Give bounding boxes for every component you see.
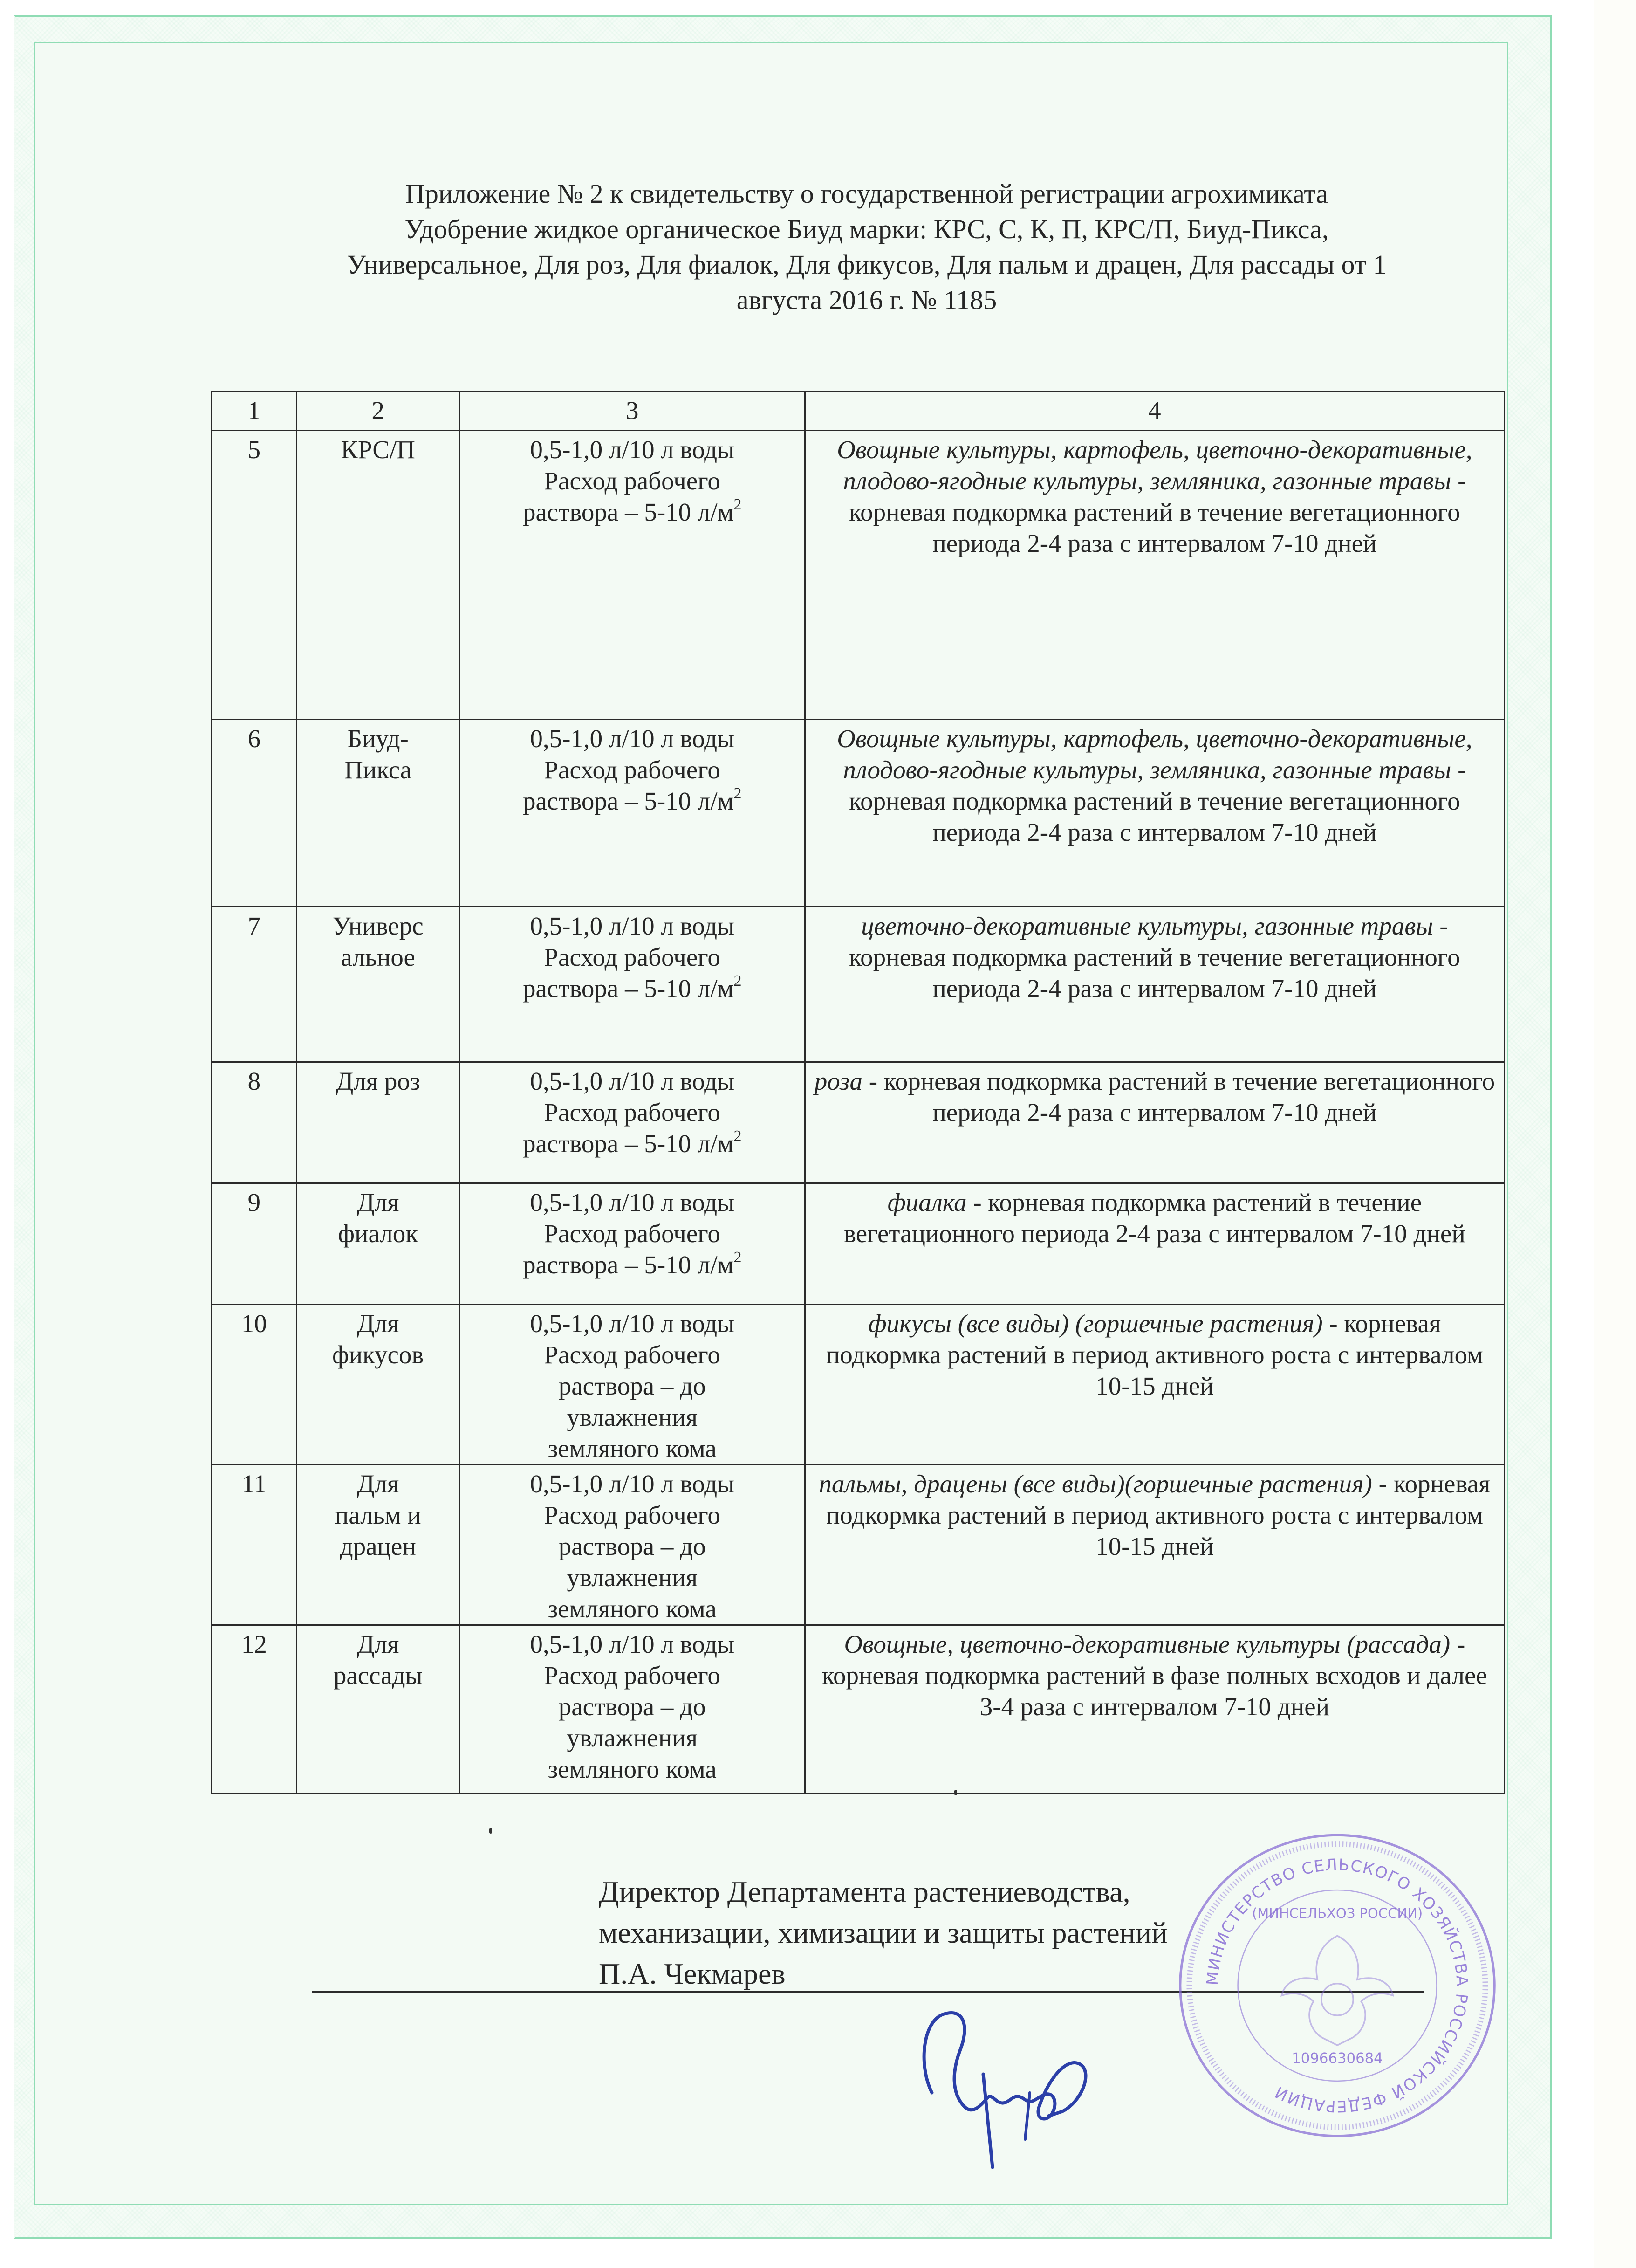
crop-list: Овощные, цветочно-декоративные культуры (рассада): [844, 1630, 1451, 1658]
brand-cell: [296, 1465, 459, 1625]
dosage-text: раствора – 5-10 л/м: [522, 1129, 734, 1158]
row-number-cell: 6: [212, 720, 297, 907]
dosage-text: 0,5-1,0 л/10 л воды: [530, 1188, 735, 1216]
brand-line: Для роз: [335, 1067, 420, 1095]
brand-line: КРС/П: [341, 435, 416, 464]
heading-line: августа 2016 г. № 1185: [736, 285, 997, 315]
dosage-text: земляного кома: [548, 1434, 717, 1463]
application-method: - корневая подкормка растений в течение вегетационного периода 2-4 раза с интервалом 7-10 дней: [849, 912, 1460, 1003]
brand-line: Для: [357, 1470, 399, 1498]
dosage-text: 0,5-1,0 л/10 л воды: [530, 724, 735, 753]
dosage-cell: [459, 1465, 805, 1625]
row-number-cell: 9: [212, 1183, 297, 1305]
crop-list: роза: [814, 1067, 862, 1095]
dosage-line: [465, 942, 800, 973]
application-cell: [805, 1062, 1504, 1183]
brand-cell: [296, 1183, 459, 1305]
stamp-inner-text: (МИНСЕЛЬХОЗ РОССИИ): [1252, 1905, 1423, 1921]
dosage-line: [465, 1218, 800, 1249]
heading-line: Приложение № 2 к свидетельству о государственной регистрации агрохимиката: [405, 179, 1328, 209]
dosage-line: [465, 1187, 800, 1218]
dosage-line: [465, 1660, 800, 1691]
dosage-line: [465, 434, 800, 465]
dosage-text: Расход рабочего: [544, 1340, 720, 1369]
application-method: - корневая подкормка растений в фазе полных всходов и далее 3-4 раза с интервалом 7-10 дней: [822, 1630, 1487, 1721]
dosage-line: [465, 723, 800, 754]
dosage-cell: [459, 1625, 805, 1794]
dosage-text: раствора – 5-10 л/м: [522, 1251, 734, 1279]
dosage-text: 0,5-1,0 л/10 л воды: [530, 1470, 735, 1498]
table-row: [212, 1062, 1505, 1183]
document-heading: [196, 176, 1538, 318]
unit-superscript: 2: [733, 785, 742, 802]
dosage-line: [465, 1433, 800, 1464]
dosage-line: [465, 1531, 800, 1562]
dosage-text: Расход рабочего: [544, 943, 720, 971]
dosage-line: [465, 1468, 800, 1499]
scan-speck: [489, 1828, 492, 1834]
column-header: 4: [805, 392, 1504, 431]
dosage-line: [465, 465, 800, 496]
brand-line: Для: [357, 1188, 399, 1216]
dosage-line: [465, 973, 800, 1004]
column-header: 3: [459, 392, 805, 431]
dosage-line: [465, 1128, 800, 1159]
dosage-text: раствора – 5-10 л/м: [522, 498, 734, 526]
table-row: [212, 720, 1505, 907]
registration-table: [211, 391, 1505, 1794]
dosage-text: 0,5-1,0 л/10 л воды: [530, 1309, 735, 1338]
dosage-line: [465, 1562, 800, 1593]
dosage-cell: [459, 907, 805, 1062]
dosage-line: [465, 1249, 800, 1280]
dosage-text: 0,5-1,0 л/10 л воды: [530, 1067, 735, 1095]
brand-line: рассады: [333, 1661, 423, 1690]
table-row: [212, 1183, 1505, 1305]
dosage-line: [465, 496, 800, 528]
stamp-outer-text: МИНИСТЕРСТВО СЕЛЬСКОГО ХОЗЯЙСТВА РОССИЙСКОЙ ФЕДЕРАЦИИ: [1203, 1856, 1472, 2116]
column-header: 1: [212, 392, 297, 431]
table-row: [212, 1465, 1505, 1625]
dosage-text: раствора – до: [558, 1532, 706, 1560]
dosage-line: [465, 910, 800, 942]
crop-list: фиалка: [887, 1188, 967, 1216]
dosage-line: [465, 1593, 800, 1624]
table-header-row: [212, 392, 1505, 431]
stamp-number: 1096630684: [1292, 2050, 1383, 2067]
brand-line: альное: [341, 943, 415, 971]
dosage-text: раствора – 5-10 л/м: [522, 974, 734, 1003]
unit-superscript: 2: [733, 1249, 742, 1266]
application-cell: [805, 1305, 1504, 1465]
application-cell: [805, 1625, 1504, 1794]
dosage-line: [465, 1339, 800, 1370]
dosage-line: [465, 754, 800, 785]
crop-list: цветочно-декоративные культуры, газонные травы: [861, 912, 1433, 940]
dosage-text: Расход рабочего: [544, 1661, 720, 1690]
dosage-cell: [459, 1183, 805, 1305]
dosage-cell: [459, 720, 805, 907]
application-method: - корневая подкормка растений в период активного роста с интервалом 10-15 дней: [826, 1309, 1483, 1400]
dosage-text: раствора – 5-10 л/м: [522, 787, 734, 815]
row-number-cell: 12: [212, 1625, 297, 1794]
brand-line: драцен: [340, 1532, 416, 1560]
application-cell: [805, 907, 1504, 1062]
column-header: 2: [296, 392, 459, 431]
crop-list: Овощные культуры, картофель, цветочно-декоративные, плодово-ягодные культуры, земляника, газонные травы: [837, 724, 1472, 784]
dosage-text: увлажнения: [567, 1403, 698, 1431]
crop-list: Овощные культуры, картофель, цветочно-декоративные, плодово-ягодные культуры, земляника, газонные травы: [837, 435, 1472, 495]
application-method: - корневая подкормка растений в течение вегетационного периода 2-4 раза с интервалом 7-10 дней: [849, 467, 1466, 557]
crop-list: пальмы, драцены (все виды)(горшечные растения): [819, 1470, 1372, 1498]
dosage-text: Расход рабочего: [544, 1501, 720, 1529]
application-cell: [805, 1183, 1504, 1305]
application-method: - корневая подкормка растений в течение вегетационного периода 2-4 раза с интервалом 7-10 дней: [844, 1188, 1465, 1248]
dosage-text: увлажнения: [567, 1563, 698, 1592]
dosage-text: раствора – до: [558, 1692, 706, 1721]
scan-speck: [954, 1790, 957, 1795]
heading-line: Удобрение жидкое органическое Биуд марки: КРС, С, К, П, КРС/П, Биуд-Пикса,: [404, 214, 1329, 244]
dosage-text: Расход рабочего: [544, 1219, 720, 1248]
table-row: [212, 1625, 1505, 1794]
brand-line: Для: [357, 1309, 399, 1338]
table-row: [212, 1305, 1505, 1465]
brand-line: пальм и: [335, 1501, 421, 1529]
table-row: [212, 907, 1505, 1062]
dosage-text: земляного кома: [548, 1594, 717, 1623]
dosage-line: [465, 1753, 800, 1785]
row-number-cell: 5: [212, 431, 297, 720]
dosage-line: [465, 1722, 800, 1753]
application-method: - корневая подкормка растений в течение вегетационного периода 2-4 раза с интервалом 7-10 дней: [849, 756, 1466, 846]
signatory-block: [599, 1871, 1167, 1994]
application-cell: [805, 1465, 1504, 1625]
dosage-line: [465, 1402, 800, 1433]
dosage-text: 0,5-1,0 л/10 л воды: [530, 912, 735, 940]
brand-cell: [296, 1625, 459, 1794]
crop-list: фикусы (все виды) (горшечные растения): [868, 1309, 1323, 1338]
dosage-line: [465, 1370, 800, 1402]
application-method: - корневая подкормка растений в период активного роста с интервалом 10-15 дней: [826, 1470, 1491, 1560]
row-number-cell: 11: [212, 1465, 297, 1625]
dosage-cell: [459, 1305, 805, 1465]
dosage-text: раствора – до: [558, 1372, 706, 1400]
brand-line: фикусов: [332, 1340, 424, 1369]
dosage-cell: [459, 1062, 805, 1183]
dosage-text: 0,5-1,0 л/10 л воды: [530, 1630, 735, 1658]
table-row: [212, 431, 1505, 720]
brand-line: Пикса: [344, 756, 412, 784]
dosage-cell: [459, 431, 805, 720]
row-number-cell: 8: [212, 1062, 297, 1183]
unit-superscript: 2: [733, 496, 742, 513]
dosage-text: увлажнения: [567, 1724, 698, 1752]
heading-line: Универсальное, Для роз, Для фиалок, Для фикусов, Для пальм и драцен, Для рассады от 1: [347, 249, 1387, 280]
brand-cell: [296, 431, 459, 720]
dosage-line: [465, 1629, 800, 1660]
application-cell: [805, 720, 1504, 907]
application-cell: [805, 431, 1504, 720]
dosage-text: земляного кома: [548, 1755, 717, 1783]
signatory-title: механизации, химизации и защиты растений: [599, 1916, 1168, 1949]
dosage-text: Расход рабочего: [544, 467, 720, 495]
signatory-name: П.А. Чекмарев: [599, 1957, 786, 1990]
brand-line: фиалок: [338, 1219, 418, 1248]
dosage-text: Расход рабочего: [544, 1098, 720, 1127]
signature-line: [312, 1991, 1424, 1993]
dosage-line: [465, 1308, 800, 1339]
brand-cell: [296, 907, 459, 1062]
brand-line: Универс: [332, 912, 424, 940]
brand-line: Биуд-: [347, 724, 409, 753]
brand-line: Для: [357, 1630, 399, 1658]
dosage-text: Расход рабочего: [544, 756, 720, 784]
unit-superscript: 2: [733, 972, 742, 990]
application-method: - корневая подкормка растений в течение вегетационного периода 2-4 раза с интервалом 7-10 дней: [862, 1067, 1495, 1127]
brand-cell: [296, 720, 459, 907]
unit-superscript: 2: [733, 1127, 742, 1145]
dosage-line: [465, 785, 800, 817]
dosage-line: [465, 1691, 800, 1722]
brand-cell: [296, 1305, 459, 1465]
signatory-title: Директор Департамента растениеводства,: [599, 1875, 1130, 1908]
dosage-line: [465, 1499, 800, 1531]
brand-cell: [296, 1062, 459, 1183]
dosage-line: [465, 1097, 800, 1128]
row-number-cell: 10: [212, 1305, 297, 1465]
row-number-cell: 7: [212, 907, 297, 1062]
dosage-text: 0,5-1,0 л/10 л воды: [530, 435, 735, 464]
dosage-line: [465, 1065, 800, 1097]
